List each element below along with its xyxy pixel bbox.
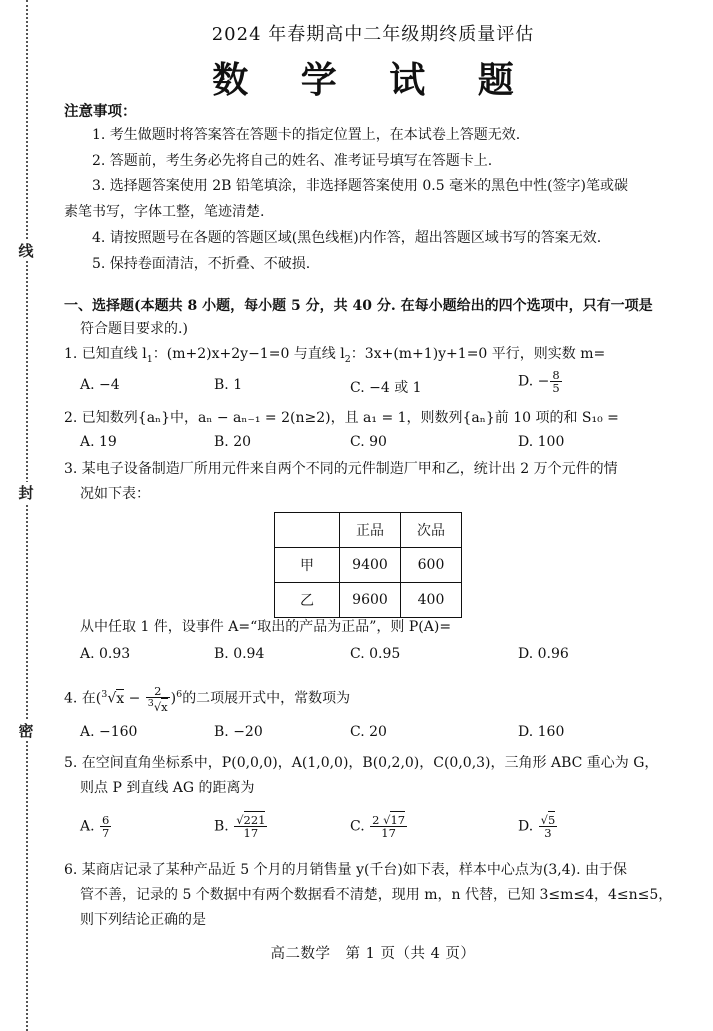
question-4: 4. 在($^3$√x − $\frac{2}{^3√x}$ )$^6$的二项展开式中，常数项为 xyxy=(64,683,351,714)
question-3-prompt: 从中任取 1 件，设事件 A=“取出的产品为正品”，则 P(A)= xyxy=(80,619,452,635)
q5-option-d-label: D. xyxy=(518,818,534,835)
notice-item: 5. 保持卷面清洁，不折叠、不破损. xyxy=(92,256,311,272)
question-3-cont: 况如下表： xyxy=(80,486,150,502)
notice-item: 4. 请按照题号在各题的答题区域(黑色线框)内作答，超出答题区域书写的答案无效. xyxy=(92,230,602,246)
q3-option-b[interactable]: B. 0.94 xyxy=(214,646,265,662)
binding-dotted-line xyxy=(26,0,28,1031)
q3-option-d[interactable]: D. 0.96 xyxy=(518,646,569,662)
q4-minus: − xyxy=(124,690,145,707)
q4-exponent: 6 xyxy=(176,689,183,700)
q3-option-c[interactable]: C. 0.95 xyxy=(350,646,401,662)
q1-option-d-fraction: $\frac{8}{5}$ xyxy=(552,368,560,395)
question-3: 3. 某电子设备制造厂所用元件来自两个不同的元件制造厂甲和乙，统计出 2 万个元件的情 xyxy=(64,461,618,477)
table-header-cell: 正品 xyxy=(340,513,401,548)
q5-option-b-fraction: $\frac{√221}{17}$ xyxy=(236,813,266,840)
q4-text-pre: 4. 在( xyxy=(64,690,102,707)
q5-option-d-fraction: $\frac{√5}{3}$ xyxy=(540,813,556,840)
table-cell: 乙 xyxy=(275,583,340,618)
table-cell: 甲 xyxy=(275,548,340,583)
page-footer: 高二数学 第 1 页（共 4 页） xyxy=(270,946,476,962)
q2-option-a[interactable]: A. 19 xyxy=(80,434,117,450)
q5-option-d[interactable] xyxy=(518,814,558,839)
q4-option-d[interactable]: D. 160 xyxy=(518,724,565,740)
q1-option-c[interactable]: C. −4 或 1 xyxy=(350,380,422,396)
table-cell: 600 xyxy=(401,548,462,583)
section-heading-cont: 符合题目要求的.) xyxy=(80,321,188,337)
question-1 xyxy=(64,345,605,369)
q2-option-d[interactable]: D. 100 xyxy=(518,434,565,450)
q4-text-post: 的二项展开式中，常数项为 xyxy=(182,690,351,707)
question-5-cont: 则点 P 到直线 AG 的距离为 xyxy=(80,780,255,796)
q4-fraction: $\frac{2}{^3√x}$ xyxy=(147,683,168,714)
binding-mark-bottom: 密 xyxy=(14,720,38,741)
table-cell: 400 xyxy=(401,583,462,618)
exam-title: 数 学 试 题 xyxy=(212,59,534,101)
q4-root-index: 3 xyxy=(101,689,108,700)
question-5: 5. 在空间直角坐标系中，P(0,0,0)，A(1,0,0)，B(0,2,0)，C(0,0,3)，三角形 ABC 重心为 G， xyxy=(64,755,659,771)
notice-item: 3. 选择题答案使用 2B 铅笔填涂，非选择题答案使用 0.5 毫米的黑色中性(签字)笔或碳 xyxy=(92,178,628,194)
table-cell: 9600 xyxy=(340,583,401,618)
table-row xyxy=(275,548,462,583)
q3-option-a[interactable]: A. 0.93 xyxy=(80,646,131,662)
q5-option-a-fraction: $\frac{6}{7}$ xyxy=(102,813,110,840)
question-6: 6. 某商店记录了某种产品近 5 个月的月销售量 y(千台)如下表，样本中心点为(3,4). 由于保 xyxy=(64,862,627,878)
q1-text-mid: ：(m+2)x+2y−1=0 与直线 l xyxy=(152,346,345,362)
q3-table xyxy=(274,512,462,618)
table-cell: 9400 xyxy=(340,548,401,583)
table-header-row xyxy=(275,513,462,548)
q5-option-b-label: B. xyxy=(214,818,229,835)
q5-option-a[interactable] xyxy=(80,814,112,839)
q5-option-c[interactable] xyxy=(350,814,408,839)
notice-title: 注意事项： xyxy=(64,103,137,120)
q1-sub-1: 1 xyxy=(146,353,153,365)
q4-option-a[interactable]: A. −160 xyxy=(80,724,138,740)
q1-option-b[interactable]: B. 1 xyxy=(214,377,243,393)
notice-item: 1. 考生做题时将答案答在答题卡的指定位置上，在本试卷上答题无效. xyxy=(92,127,521,143)
q2-option-b[interactable]: B. 20 xyxy=(214,434,252,450)
q4-option-c[interactable]: C. 20 xyxy=(350,724,387,740)
q1-text-post: ：3x+(m+1)y+1=0 平行，则实数 m= xyxy=(350,346,606,362)
q4-option-b[interactable]: B. −20 xyxy=(214,724,263,740)
notice-item-cont: 素笔书写，字体工整，笔迹清楚. xyxy=(64,204,265,220)
q1-option-a[interactable]: A. −4 xyxy=(80,377,120,393)
q5-option-b[interactable] xyxy=(214,814,268,839)
table-header-cell: 次品 xyxy=(401,513,462,548)
section-heading: 一、选择题(本题共 8 小题，每小题 5 分，共 40 分. 在每小题给出的四个选项中，只有一项是 xyxy=(64,298,653,314)
q5-option-c-fraction: $\frac{2 √17}{17}$ xyxy=(372,813,406,840)
q5-option-a-label: A. xyxy=(80,818,95,835)
q4-root-radicand: x xyxy=(116,690,125,707)
table-row xyxy=(275,583,462,618)
exam-subtitle: 2024 年春期高中二年级期终质量评估 xyxy=(211,24,535,45)
q1-sub-2: 2 xyxy=(344,353,351,365)
question-6-cont: 管不善，记录的 5 个数据中有两个数据看不清楚，现用 m，n 代替，已知 3≤m≤4，4≤n≤5， xyxy=(80,887,673,903)
q2-option-c[interactable]: C. 90 xyxy=(350,434,387,450)
binding-mark-middle: 封 xyxy=(14,482,38,503)
q1-option-d[interactable] xyxy=(518,369,563,394)
question-2: 2. 已知数列{aₙ}中，aₙ − aₙ₋₁ = 2(n≥2)，且 a₁ = 1，则数列{aₙ}前 10 项的和 S₁₀ = xyxy=(64,410,619,426)
table-header-cell xyxy=(275,513,340,548)
binding-mark-top: 线 xyxy=(14,240,38,261)
q1-option-d-label: D. − xyxy=(518,373,550,390)
q5-option-c-label: C. xyxy=(350,818,365,835)
q1-text-pre: 1. 已知直线 l xyxy=(64,346,147,362)
notice-item: 2. 答题前，考生务必先将自己的姓名、准考证号填写在答题卡上. xyxy=(92,153,493,169)
question-6-cont: 则下列结论正确的是 xyxy=(80,912,206,928)
